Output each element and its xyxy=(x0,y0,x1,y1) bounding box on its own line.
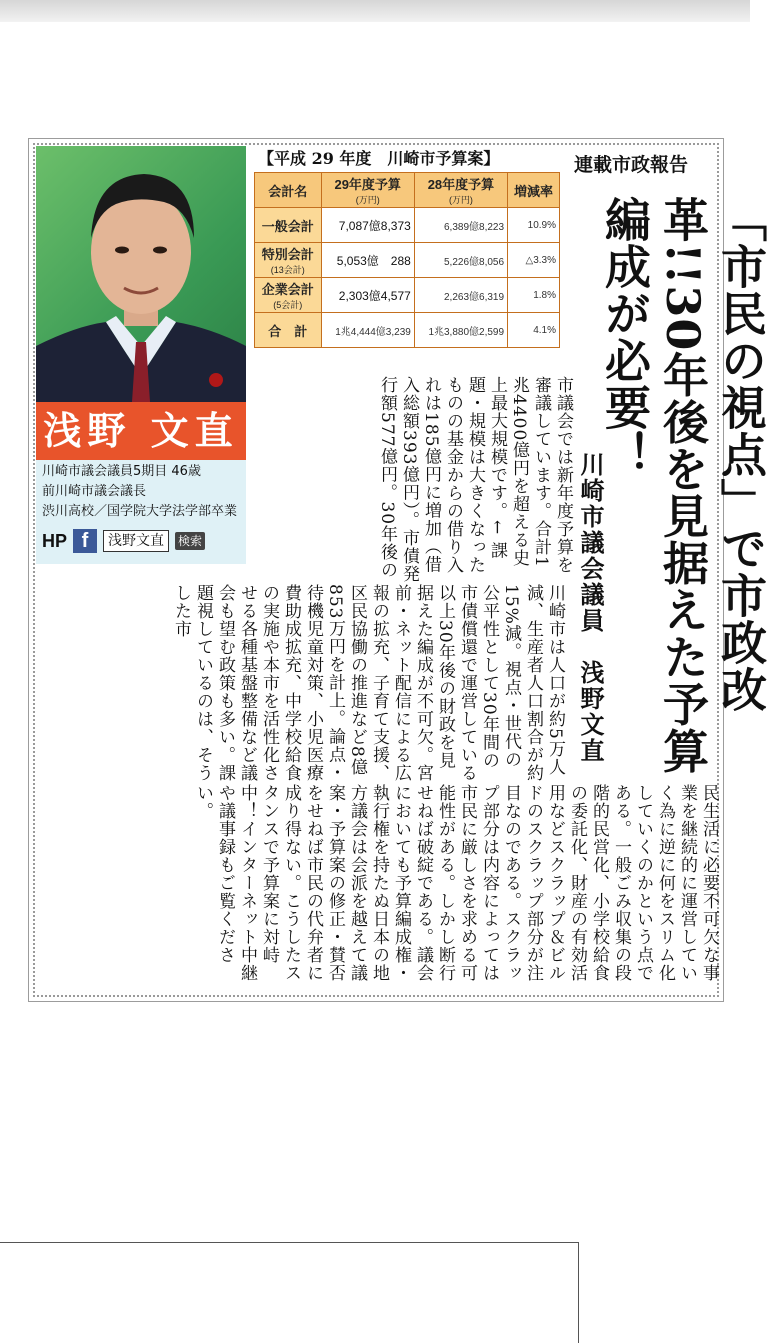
header-cell: 29年度予算 (万円) xyxy=(321,173,414,208)
homepage-row xyxy=(42,528,205,554)
header-cell: 28年度予算 (万円) xyxy=(414,173,507,208)
bottom-panel xyxy=(0,1242,579,1343)
portrait-illustration xyxy=(36,146,246,402)
change-rate: 4.1% xyxy=(508,313,560,348)
candidate-name: 浅野 文直 xyxy=(36,402,246,460)
budget-table xyxy=(254,172,560,348)
header-cell: 増減率 xyxy=(508,173,560,208)
fy29-value: 2,303億4,577 xyxy=(321,278,414,313)
byline: 川崎市議会議員 浅野文直 xyxy=(576,452,605,764)
change-rate: 1.8% xyxy=(508,278,560,313)
fy29-value: 7,087億8,373 xyxy=(321,208,414,243)
change-rate: 10.9% xyxy=(508,208,560,243)
status-bar xyxy=(0,0,750,22)
table-row xyxy=(255,243,560,278)
row-label: 一般会計 xyxy=(255,208,322,243)
fy28-value: 1兆3,880億2,599 xyxy=(414,313,507,348)
search-box: 浅野文直 xyxy=(103,530,169,552)
table-row xyxy=(255,208,560,243)
article-column-1: 市議会では新年度予算を審議しています。合計1兆4400億円を超える史上最大規模です。← 課題・規模は大きくなったものの基金からの借り入れは185億円に増加（借入総額393億円）。市債発行額577億円。30年後の xyxy=(377,376,573,583)
table-row-total xyxy=(255,313,560,348)
facebook-icon[interactable]: f xyxy=(73,529,97,553)
change-rate: △3.3% xyxy=(508,243,560,278)
table-title: 【平成 29 年度 川崎市予算案】 xyxy=(258,149,500,168)
fy28-value: 6,389億8,223 xyxy=(414,208,507,243)
search-button: 検索 xyxy=(175,532,205,550)
article-column-2: 川崎市は人口が約5万人減、生産者人口割合が約15%減。視点・世代の公平性として30年間の市債償還で運営している以上30年後の財政を見据えた編成が不可欠。宮前・ネット配信による広報の拡充、子育て支援、区民協働の推進など8億853万円を計上。論点・待機児童対策、小児医療費助成拡充、中学校給食の実施や本市を活性化させる各種基盤整備など議会も望む政策も多い。課題視しているのは、そうした市 xyxy=(171,584,565,782)
portrait-photo xyxy=(36,146,246,402)
row-label: 企業会計 (5会計) xyxy=(255,278,322,313)
bio-list xyxy=(42,462,246,522)
article-column-3: 民生活に必要不可欠な事業を継続的に運営していく為に逆に何をスリム化していくのかという点である。一般ごみ収集の段階的民営化、小学校給食の委託化、財産の有効活用などスクラップ＆ビルドのスクラップ部分が注目なのである。スクラップ部分は内容によっては市民に厳しさを求める可能性がある。しかし断行せねば破綻である。議会においても予算編成権・執行権を持たぬ日本の地方議会は会派を越えて議案・予算案の修正・賛否をせねば市民の代弁者に成り得ない。こうしたスタンスで予算案に対峙中！インターネット中継や議事録もご覧ください。 xyxy=(193,784,719,982)
fy28-value: 2,263億6,319 xyxy=(414,278,507,313)
series-tag: 連載市政報告 xyxy=(574,154,689,176)
fy29-value: 1兆4,444億3,239 xyxy=(321,313,414,348)
header-cell: 会計名 xyxy=(255,173,322,208)
bio-line: 渋川高校／国学院大学法学部卒業 xyxy=(42,504,238,519)
bio-line: 川崎市議会議員5期目 46歳 xyxy=(42,464,201,479)
row-label: 合 計 xyxy=(255,313,322,348)
row-label: 特別会計 (13会計) xyxy=(255,243,322,278)
fy29-value: 5,053億 288 xyxy=(321,243,414,278)
fy28-value: 5,226億8,056 xyxy=(414,243,507,278)
profile-panel xyxy=(36,146,246,564)
hp-label: HP xyxy=(42,530,68,551)
table-header-row xyxy=(255,173,560,208)
bio-line: 前川崎市議会議長 xyxy=(42,484,147,499)
table-row xyxy=(255,278,560,313)
headline: 「市民の視点」で市政改革!!30年後を見据えた予算編成が必要！ xyxy=(598,196,768,775)
